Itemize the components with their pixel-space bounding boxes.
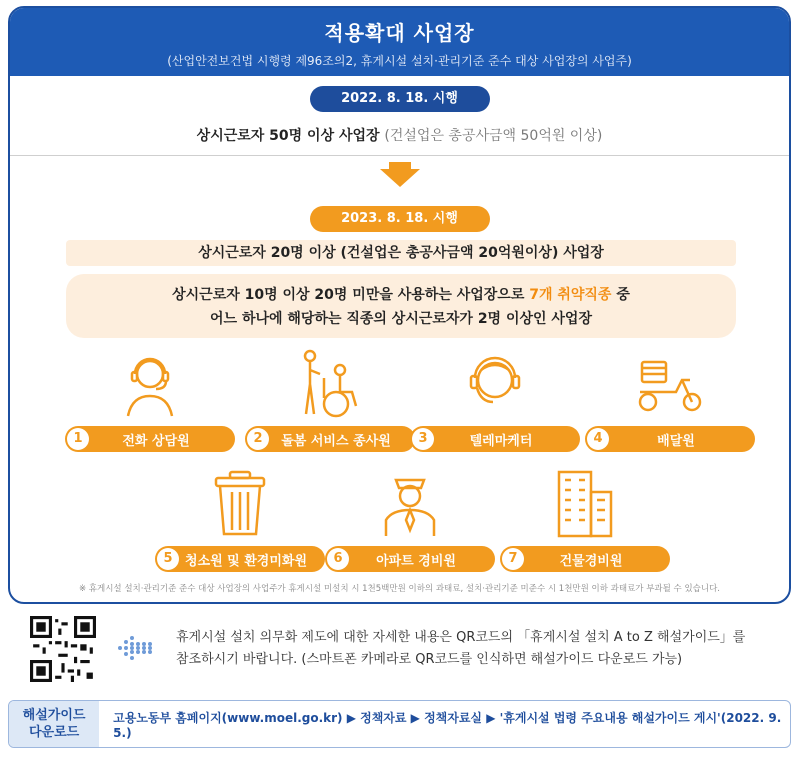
job-label-6 — [325, 546, 495, 572]
download-bar — [8, 700, 791, 748]
job-text-3: 텔레마케터 — [469, 433, 533, 449]
job-item-7 — [500, 468, 670, 572]
phase2-line1: 상시근로자 20명 이상 (건설업은 총공사금액 20억원이상) 사업장 — [66, 240, 736, 266]
dotted-arrow-icon — [116, 632, 156, 664]
job-number-2: 2 — [247, 428, 269, 450]
trash-bin-icon — [200, 468, 280, 538]
job-label-2 — [245, 426, 415, 452]
qr-line2: 참조하시기 바랍니다. (스마트폰 카메라로 QR코드를 인식하면 해설가이드 다운로드 가능) — [176, 652, 683, 667]
phase1-description — [10, 125, 789, 145]
job-number-5: 5 — [157, 548, 179, 570]
job-item-2 — [245, 348, 415, 452]
headset-operator-icon — [110, 348, 190, 418]
phase2-line2-pre: 상시근로자 10명 이상 20명 미만을 사용하는 사업장으로 — [172, 287, 530, 303]
job-text-1: 전화 상담원 — [122, 433, 190, 449]
phase2-highlight: 7개 취약직종 — [529, 287, 612, 303]
job-label-7 — [500, 546, 670, 572]
job-number-4: 4 — [587, 428, 609, 450]
security-guard-icon — [370, 468, 450, 538]
job-text-6: 아파트 경비원 — [376, 553, 456, 569]
job-text-7: 건물경비원 — [559, 553, 623, 569]
phase1-main: 상시근로자 50명 이상 사업장 — [196, 128, 380, 144]
job-item-3 — [410, 348, 580, 452]
download-label — [9, 701, 99, 747]
caregiver-wheelchair-icon — [290, 348, 370, 418]
phase2-line2-post: 중 — [611, 287, 630, 303]
job-number-7: 7 — [502, 548, 524, 570]
download-label-line2: 다운로드 — [28, 725, 80, 740]
job-item-5 — [155, 468, 325, 572]
job-text-5: 청소원 및 환경미화원 — [184, 553, 308, 569]
job-label-3 — [410, 426, 580, 452]
job-label-1 — [65, 426, 235, 452]
qr-description — [176, 627, 745, 671]
page-subtitle: (산업안전보건법 시행령 제96조의2, 휴게시설 설치·관리기준 준수 대상 사업장의 사업주) — [167, 54, 632, 68]
telemarketer-icon — [455, 348, 535, 418]
job-text-2: 돌봄 서비스 종사원 — [281, 433, 391, 449]
job-label-4 — [585, 426, 755, 452]
page-title: 적용확대 사업장 — [324, 21, 475, 45]
job-item-1 — [65, 348, 235, 452]
job-number-1: 1 — [67, 428, 89, 450]
phase2-date-badge: 2023. 8. 18. 시행 — [310, 206, 490, 232]
building-icon — [545, 468, 625, 538]
job-text-4: 배달원 — [657, 433, 695, 449]
phase2-line3: 어느 하나에 해당하는 직종의 상시근로자가 2명 이상인 사업장 — [210, 311, 592, 327]
down-arrow-icon — [380, 169, 420, 187]
job-number-3: 3 — [412, 428, 434, 450]
delivery-scooter-icon — [630, 348, 710, 418]
footnote: ※ 휴게시설 설치·관리기준 준수 대상 사업장의 사업주가 휴게시설 미설치 시 1천5백만원 이하의 과태료, 설치·관리기준 미준수 시 1천만원 이하 과태료가 부과될 수 있습니다. — [78, 584, 721, 594]
header — [10, 8, 789, 76]
qr-line1: 휴게시설 설치 의무화 제도에 대한 자세한 내용은 QR코드의 「휴게시설 설치 A to Z 해설가이드」를 — [176, 630, 746, 645]
download-path-link[interactable]: 고용노동부 홈페이지(www.moel.go.kr) ▶ 정책자료 ▶ 정책자료실 ▶ '휴게시설 법령 주요내용 해설가이드 게시'(2022. 9. 5.) — [113, 710, 782, 740]
phase1-date-badge: 2022. 8. 18. 시행 — [310, 86, 490, 112]
job-number-6: 6 — [327, 548, 349, 570]
info-panel — [8, 6, 791, 604]
job-item-4 — [585, 348, 755, 452]
job-label-5 — [155, 546, 325, 572]
phase1-note: (건설업은 총공사금액 50억원 이상) — [384, 128, 603, 144]
download-label-line1: 해설가이드 — [22, 708, 86, 723]
divider — [10, 155, 789, 156]
phase2-line2 — [66, 283, 736, 307]
qr-code-icon[interactable] — [30, 616, 96, 682]
job-item-6 — [325, 468, 495, 572]
phase2-criteria — [66, 274, 736, 338]
